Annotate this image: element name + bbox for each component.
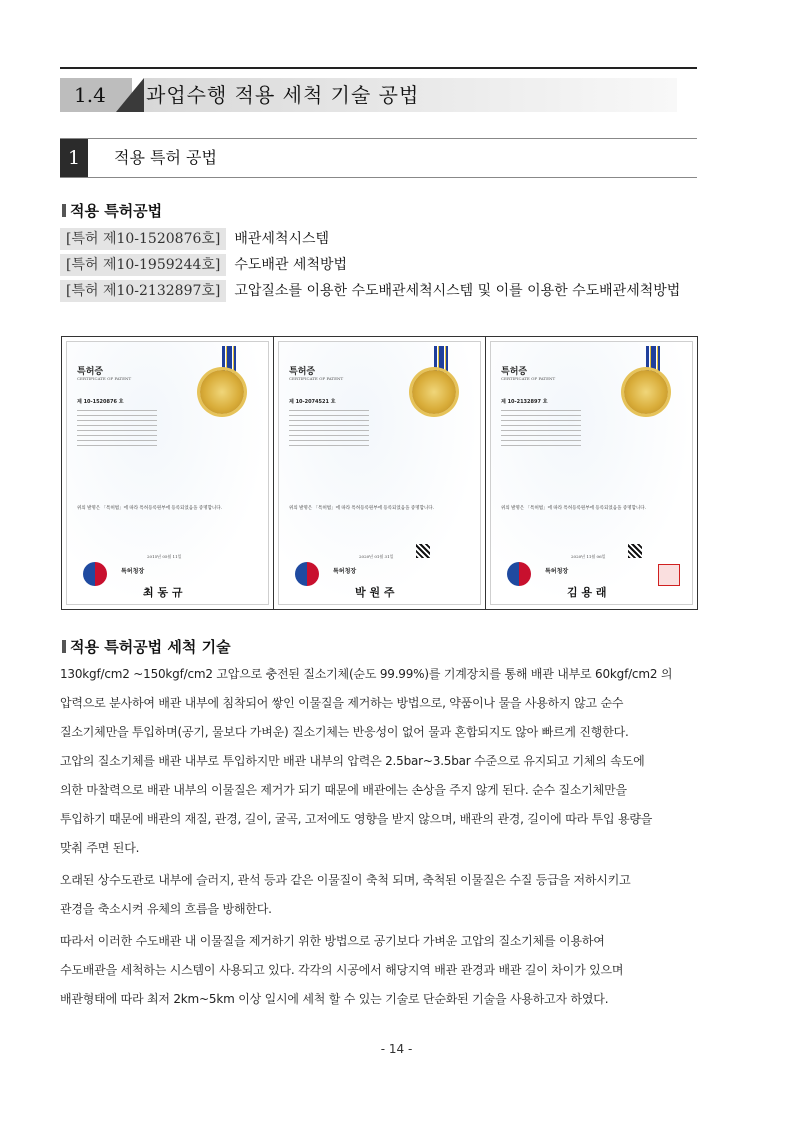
certificate-issuer: 특허청장 bbox=[333, 568, 357, 575]
certificate-subtitle: CERTIFICATE OF PATENT bbox=[501, 376, 556, 381]
paragraph-line: 의한 마찰력으로 배관 내부의 이물질은 제거가 되기 때문에 배관에는 손상을 주지 않게 된다. 순수 질소기체만을 bbox=[60, 783, 627, 797]
subsection-number: 1 bbox=[60, 139, 88, 177]
certificate-patent-number: 제 10-2132897 호 bbox=[501, 399, 548, 405]
kipo-logo-icon bbox=[507, 562, 531, 586]
patent-code: [특허 제10-2132897호] bbox=[60, 280, 226, 302]
certificate-title: 특허증 bbox=[501, 367, 528, 377]
certificate-date: 2015년 05월 11일 bbox=[147, 554, 182, 559]
top-rule bbox=[60, 67, 697, 69]
kipo-logo-icon bbox=[295, 562, 319, 586]
patent-code: [특허 제10-1520876호] bbox=[60, 228, 226, 250]
certificate-patent-number: 제 10-1520876 호 bbox=[77, 399, 124, 405]
paragraph-line: 고압의 질소기체를 배관 내부로 투입하지만 배관 내부의 압력은 2.5bar~3.5bar 수준으로 유지되고 기체의 속도에 bbox=[60, 754, 645, 768]
certificate-title: 특허증 bbox=[77, 367, 104, 377]
section-title: 과업수행 적용 세척 기술 공법 bbox=[146, 83, 420, 107]
patent-row bbox=[60, 228, 329, 250]
certificate-issuer: 특허청장 bbox=[121, 568, 145, 575]
certificate-body: 위의 발명은 「특허법」에 따라 특허등록원부에 등록되었음을 증명합니다. bbox=[501, 506, 647, 511]
paragraph-line: 배관형태에 따라 최저 2km~5km 이상 일시에 세척 할 수 있는 기술로 단순화된 기술을 사용하고자 하였다. bbox=[60, 992, 609, 1006]
patent-code: [특허 제10-1959244호] bbox=[60, 254, 226, 276]
patent-row bbox=[60, 254, 347, 276]
patent-name: 고압질소를 이용한 수도배관세척시스템 및 이를 이용한 수도배관세척방법 bbox=[234, 283, 681, 299]
section-number: 1.4 bbox=[60, 78, 132, 112]
subsection-title: 적용 특허 공법 bbox=[114, 148, 217, 167]
certificate-patent-number: 제 10-2074521 호 bbox=[289, 399, 336, 405]
patents-heading: 적용 특허공법 bbox=[62, 200, 162, 221]
certificate-signature: 최 동 규 bbox=[143, 586, 183, 599]
qr-code-icon bbox=[416, 544, 430, 558]
page-number: - 14 - bbox=[380, 1042, 413, 1056]
certificate-body: 위의 발명은 「특허법」에 따라 특허등록원부에 등록되었음을 증명합니다. bbox=[289, 506, 435, 511]
certificate-signature: 김 용 래 bbox=[567, 586, 607, 599]
certificate-detail-lines bbox=[501, 410, 581, 450]
gold-seal-icon bbox=[412, 370, 456, 414]
certificate-detail-lines bbox=[77, 410, 157, 450]
patent-certificates bbox=[61, 336, 698, 610]
certificate-date: 2020년 11월 06일 bbox=[571, 554, 606, 559]
heading-marker bbox=[62, 204, 66, 217]
gold-seal-icon bbox=[200, 370, 244, 414]
paragraph-line: 관경을 축소시켜 유체의 흐름을 방해한다. bbox=[60, 902, 272, 916]
patent-certificate-1 bbox=[62, 337, 274, 609]
certificate-subtitle: CERTIFICATE OF PATENT bbox=[289, 376, 344, 381]
subsection-header bbox=[60, 138, 697, 178]
heading-marker bbox=[62, 640, 66, 653]
paragraph-line: 투입하기 때문에 배관의 재질, 관경, 길이, 굴곡, 고저에도 영향을 받지 않으며, 배관의 관경, 길이에 따라 투입 용량을 bbox=[60, 812, 653, 826]
paragraph-line: 따라서 이러한 수도배관 내 이물질을 제거하기 위한 방법으로 공기보다 가벼운 고압의 질소기체를 이용하여 bbox=[60, 934, 605, 948]
paragraph-line: 오래된 상수도관로 내부에 슬러지, 관석 등과 같은 이물질이 축척 되며, 축척된 이물질은 수질 등급을 저하시키고 bbox=[60, 873, 631, 887]
patent-certificate-3 bbox=[486, 337, 697, 609]
patent-name: 수도배관 세척방법 bbox=[234, 257, 348, 273]
paragraph-line: 맞춰 주면 된다. bbox=[60, 841, 140, 855]
kipo-logo-icon bbox=[83, 562, 107, 586]
certificate-issuer: 특허청장 bbox=[545, 568, 569, 575]
section-header bbox=[60, 78, 697, 112]
certificate-detail-lines bbox=[289, 410, 369, 450]
patent-name: 배관세척시스템 bbox=[234, 231, 330, 247]
patent-certificate-2 bbox=[274, 337, 486, 609]
qr-code-icon bbox=[628, 544, 642, 558]
tech-heading: 적용 특허공법 세척 기술 bbox=[62, 636, 231, 657]
certificate-date: 2020년 01월 31일 bbox=[359, 554, 394, 559]
paragraph-line: 질소기체만을 투입하며(공기, 물보다 가벼운) 질소기체는 반응성이 없어 물과 혼합되지도 않아 빠르게 진행한다. bbox=[60, 725, 629, 739]
red-stamp-icon bbox=[658, 564, 680, 586]
patent-row bbox=[60, 280, 680, 302]
certificate-title: 특허증 bbox=[289, 367, 316, 377]
certificate-signature: 박 원 주 bbox=[355, 586, 395, 599]
paragraph-line: 130kgf/cm2 ~150kgf/cm2 고압으로 충전된 질소기체(순도 99.99%)를 기계장치를 통해 배관 내부로 60kgf/cm2 의 bbox=[60, 667, 673, 681]
paragraph-line: 압력으로 분사하여 배관 내부에 침착되어 쌓인 이물질을 제거하는 방법으로, 약품이나 물을 사용하지 않고 순수 bbox=[60, 696, 624, 710]
paragraph-line: 수도배관을 세척하는 시스템이 사용되고 있다. 각각의 시공에서 해당지역 배관 관경과 배관 길이 차이가 있으며 bbox=[60, 963, 624, 977]
gold-seal-icon bbox=[624, 370, 668, 414]
certificate-body: 위의 발명은 「특허법」에 따라 특허등록원부에 등록되었음을 증명합니다. bbox=[77, 506, 223, 511]
certificate-subtitle: CERTIFICATE OF PATENT bbox=[77, 376, 132, 381]
section-slash-decoration bbox=[116, 78, 144, 112]
